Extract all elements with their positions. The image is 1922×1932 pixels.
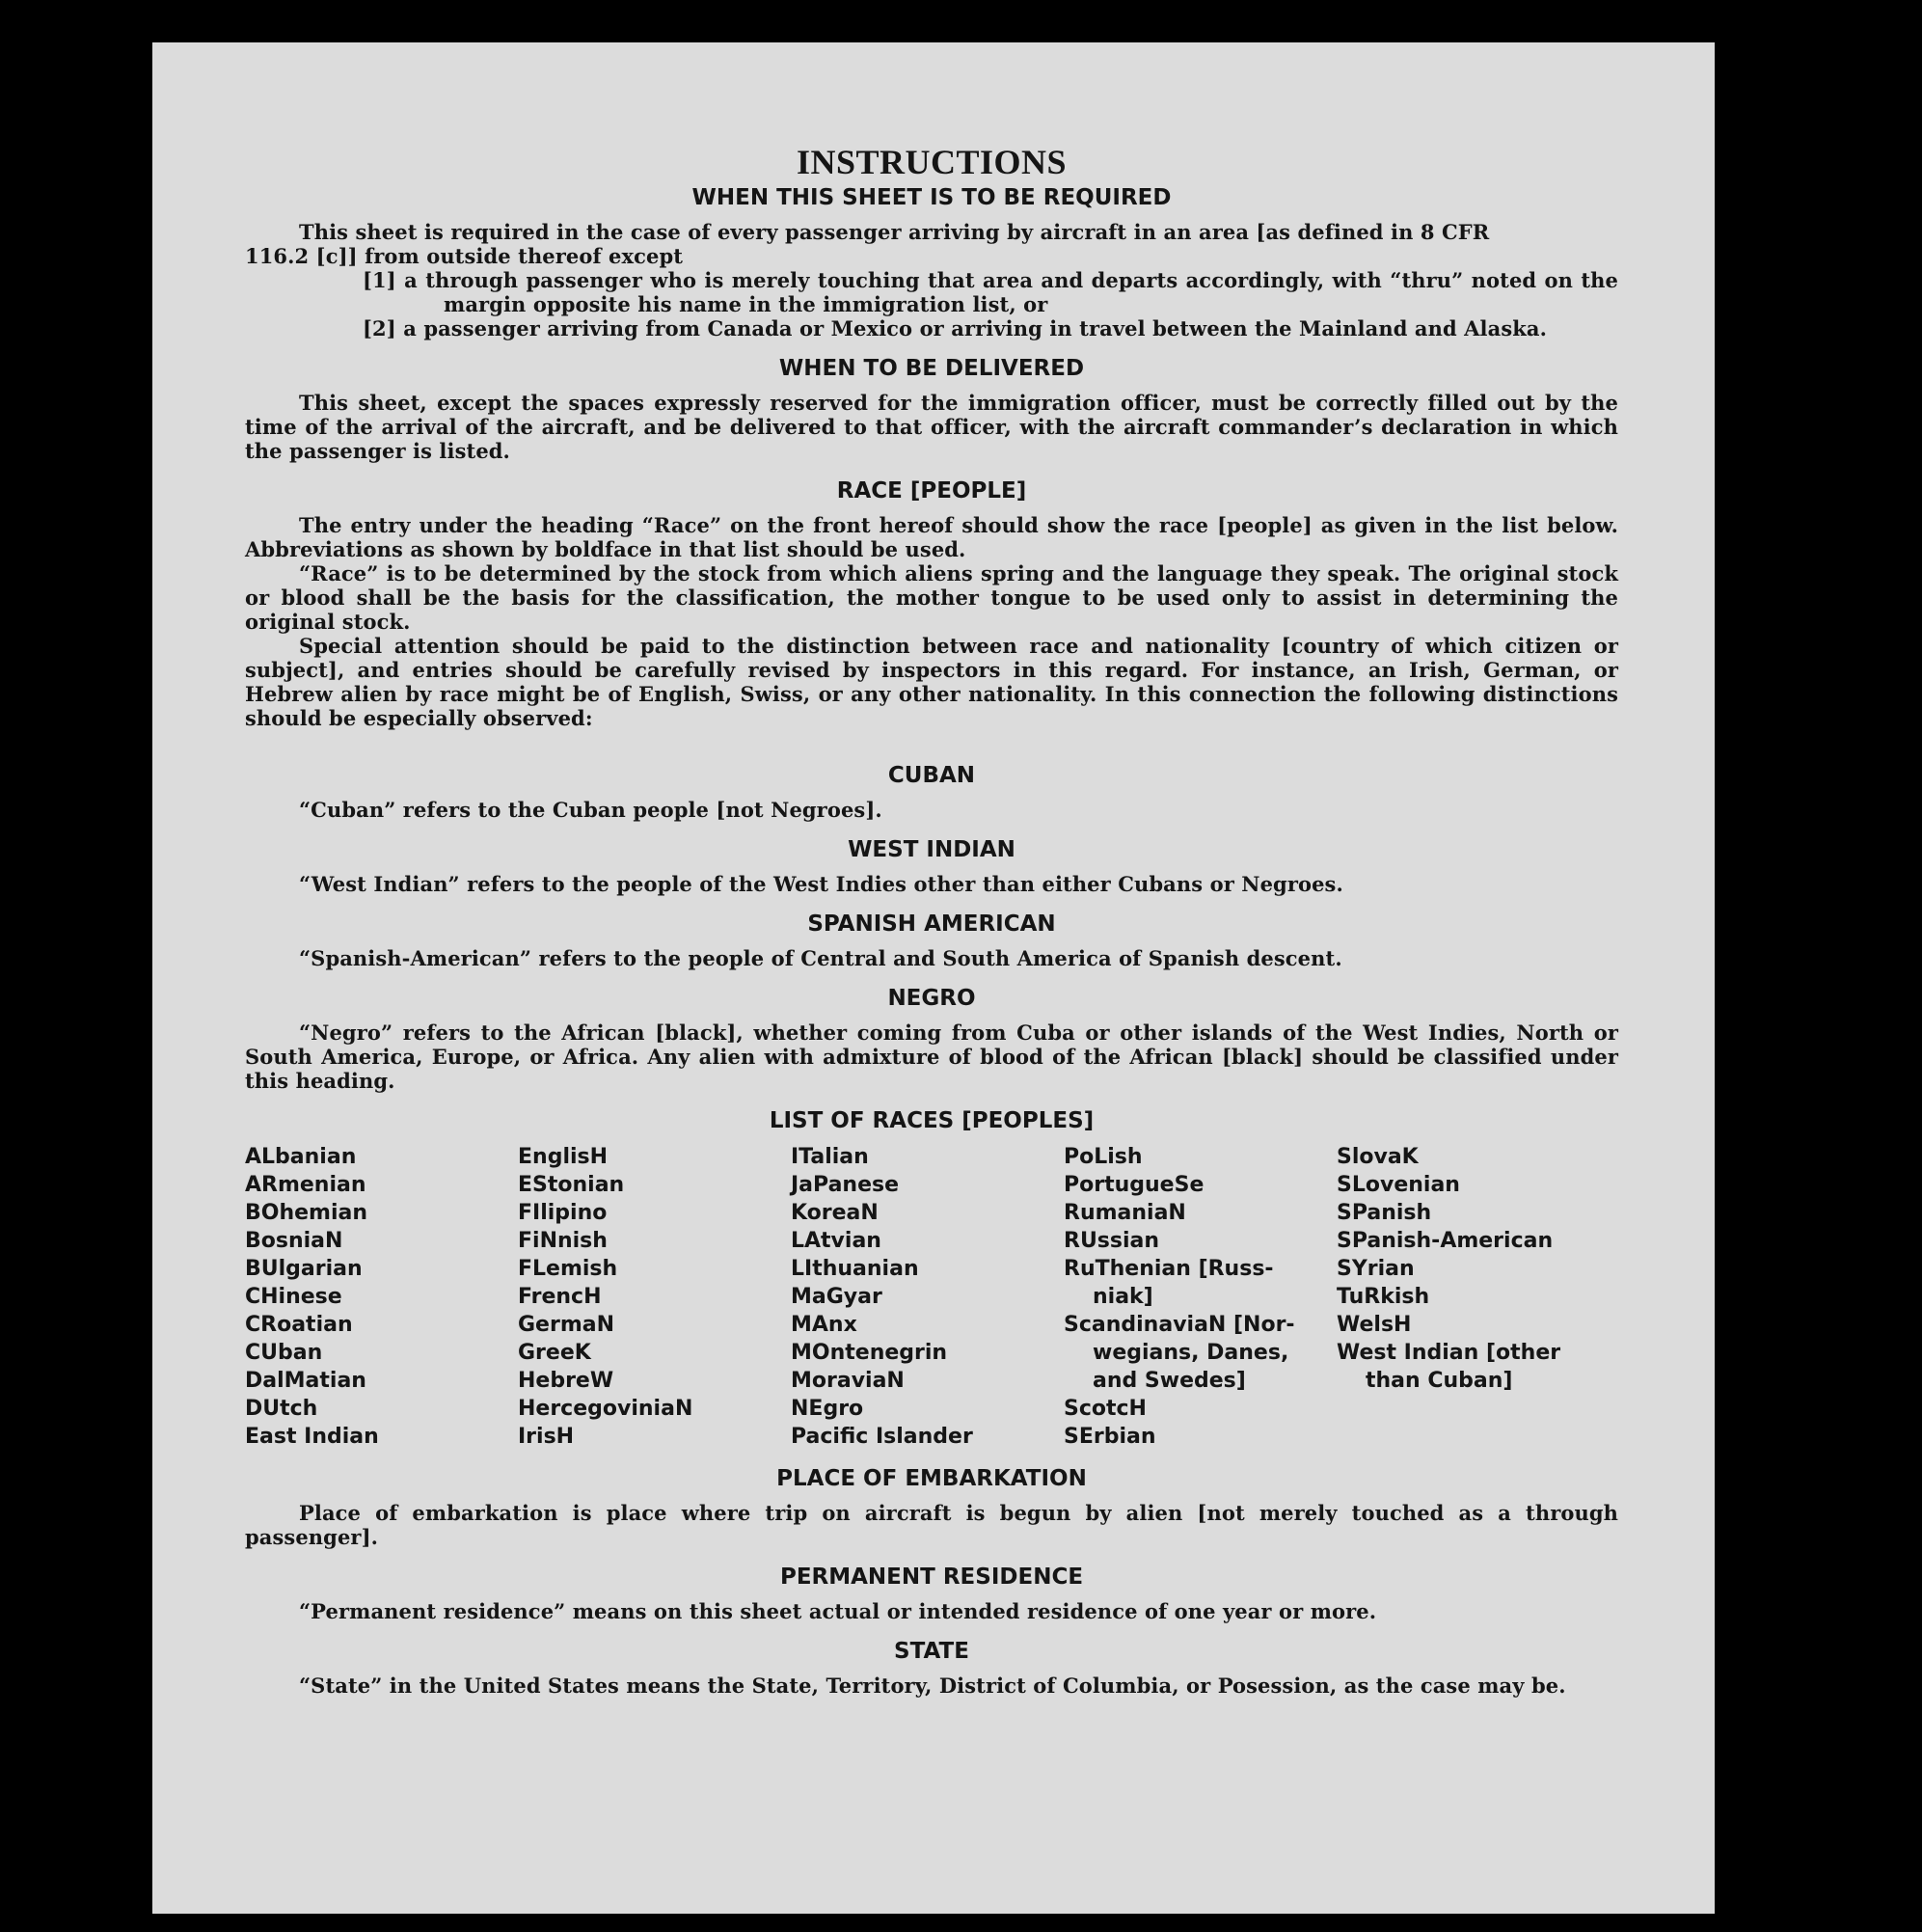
- delivered-text: This sheet, except the spaces expressly reserved for the immigration officer, must be correctly filled out by the time of the arrival of the aircraft, and be delivered to that officer, with the aircraft commander’s declaration in which the passenger is listed.: [245, 391, 1618, 463]
- race-entry: ScotcH: [1064, 1397, 1147, 1421]
- race-entry: LAtvian: [791, 1229, 881, 1253]
- race-entry: CUban: [245, 1341, 323, 1365]
- race-entry: GermaN: [518, 1313, 615, 1337]
- race-entry: HercegovinіaN: [518, 1397, 693, 1421]
- race-entry: DalMatian: [245, 1369, 366, 1393]
- race-column-4: [1064, 1143, 1337, 1451]
- heading-state: STATE: [894, 1639, 969, 1664]
- race-entry: ALbanian: [245, 1145, 357, 1169]
- race-entry-continued: than Cuban]: [1366, 1369, 1513, 1393]
- heading-negro: NEGRO: [887, 986, 976, 1011]
- race-entry: JaPanese: [791, 1173, 900, 1197]
- race-entry: TuRkish: [1337, 1285, 1430, 1309]
- race-entry: FrencH: [518, 1285, 602, 1309]
- race-entry: PoLish: [1064, 1145, 1143, 1169]
- embarkation-text: Place of embarkation is place where trip on aircraft is begun by alien [not merely touched as a through passenger].: [245, 1501, 1618, 1549]
- race-entry: EnglisH: [518, 1145, 609, 1169]
- race-entry: MaGyar: [791, 1285, 882, 1309]
- race-column-2: [518, 1143, 791, 1451]
- section-negro: [245, 1020, 1618, 1093]
- race-entry: GreeK: [518, 1341, 591, 1365]
- race-entry: ARmenian: [245, 1173, 366, 1197]
- heading-spanish-american: SPANISH AMERICAN: [807, 912, 1056, 937]
- race-entry: MAnx: [791, 1313, 857, 1337]
- section-residence: [245, 1599, 1618, 1623]
- page-title: INSTRUCTIONS: [796, 143, 1068, 181]
- race-entry: West Indian [other: [1337, 1341, 1561, 1365]
- race-entry-continued: and Swedes]: [1093, 1369, 1246, 1393]
- race-column-1: [245, 1143, 518, 1451]
- race-entry-continued: wegians, Danes,: [1093, 1341, 1289, 1365]
- race-entry: EStonian: [518, 1173, 625, 1197]
- section-cuban: [245, 798, 1618, 822]
- race-paragraph-1: The entry under the heading “Race” on the front hereof should show the race [people] as given in the list below. Abbreviations as shown by boldface in that list should be used.: [245, 513, 1618, 561]
- heading-embarkation: PLACE OF EMBARKATION: [776, 1466, 1087, 1491]
- race-entry: WelsH: [1337, 1313, 1412, 1337]
- section-west-indian: [245, 872, 1618, 896]
- state-text: “State” in the United States means the State, Territory, District of Columbia, or Posession, as the case may be.: [299, 1673, 1566, 1698]
- heading-race: RACE [PEOPLE]: [836, 478, 1027, 503]
- heading-required: WHEN THIS SHEET IS TO BE REQUIRED: [691, 185, 1172, 210]
- race-column-3: [791, 1143, 1064, 1451]
- required-item-2: [2] a passenger arriving from Canada or Mexico or arriving in travel between the Mainland and Alaska.: [363, 316, 1548, 340]
- required-item-1: [1] a through passenger who is merely touching that area and departs accordingly, with “thru” noted on the margin opposite his name in the immigration list, or: [363, 268, 1618, 316]
- race-entry: PortugueSe: [1064, 1173, 1205, 1197]
- heading-west-indian: WEST INDIAN: [848, 837, 1015, 862]
- heading-list-of-races: LIST OF RACES [PEOPLES]: [769, 1108, 1095, 1133]
- cuban-text: “Cuban” refers to the Cuban people [not Negroes].: [299, 798, 882, 822]
- instructions-body: [245, 141, 1618, 1711]
- race-entry: KoreaN: [791, 1201, 879, 1225]
- race-entry: MOntenegrin: [791, 1341, 948, 1365]
- race-entry: SPanish-American: [1337, 1229, 1554, 1253]
- residence-text: “Permanent residence” means on this sheet actual or intended residence of one year or more.: [299, 1599, 1377, 1623]
- race-entry: BUlgarian: [245, 1257, 363, 1281]
- race-entry: FiNnish: [518, 1229, 608, 1253]
- race-column-5: [1337, 1143, 1618, 1451]
- race-entry: RuThenian [Russ-: [1064, 1257, 1274, 1281]
- race-entry: SYrian: [1337, 1257, 1415, 1281]
- race-entry: RumaniaN: [1064, 1201, 1186, 1225]
- race-entry: SlovaK: [1337, 1145, 1419, 1169]
- section-race: [245, 513, 1618, 730]
- race-entry: IrisH: [518, 1425, 575, 1449]
- race-entry: Pacific Islander: [791, 1425, 973, 1449]
- race-entry: ITalian: [791, 1145, 869, 1169]
- heading-residence: PERMANENT RESIDENCE: [779, 1565, 1084, 1590]
- section-delivered: [245, 391, 1618, 463]
- race-entry: BOhemian: [245, 1201, 368, 1225]
- race-entry: East Indian: [245, 1425, 379, 1449]
- race-entry: BosniaN: [245, 1229, 343, 1253]
- section-embarkation: [245, 1501, 1618, 1549]
- section-required: [245, 220, 1618, 340]
- race-entry: LIthuanian: [791, 1257, 919, 1281]
- race-entry: FIlipino: [518, 1201, 608, 1225]
- section-spanish-american: [245, 946, 1618, 970]
- heading-delivered: WHEN TO BE DELIVERED: [778, 356, 1085, 381]
- document-sheet: [152, 42, 1715, 1914]
- race-entry-continued: niak]: [1093, 1285, 1153, 1309]
- race-paragraph-2: “Race” is to be determined by the stock from which aliens spring and the language they speak. The original stock or blood shall be the basis for the classification, the mother tongue to be used only to assist in determining the original stock.: [245, 561, 1618, 634]
- required-intro-line2: 116.2 [c]] from outside thereof except: [245, 244, 684, 268]
- negro-text: “Negro” refers to the African [black], whether coming from Cuba or other islands of the West Indies, North or South America, Europe, or Africa. Any alien with admixture of blood of the African [black] should be classified under this heading.: [245, 1020, 1618, 1093]
- race-entry: SLovenian: [1337, 1173, 1460, 1197]
- race-entry: MoraviaN: [791, 1369, 905, 1393]
- race-entry: CHinese: [245, 1285, 342, 1309]
- section-state: [245, 1673, 1618, 1698]
- race-entry: SPanish: [1337, 1201, 1432, 1225]
- race-entry: HebreW: [518, 1369, 614, 1393]
- west-indian-text: “West Indian” refers to the people of the West Indies other than either Cubans or Negroes.: [299, 872, 1343, 896]
- required-intro-line1: This sheet is required in the case of every passenger arriving by aircraft in an area [as defined in 8 CFR: [299, 220, 1490, 244]
- race-entry: ScandinaviaN [Nor-: [1064, 1313, 1295, 1337]
- race-entry: CRoatian: [245, 1313, 353, 1337]
- race-entry: RUssian: [1064, 1229, 1160, 1253]
- race-entry: SErbian: [1064, 1425, 1156, 1449]
- race-entry: DUtch: [245, 1397, 318, 1421]
- race-list: [245, 1143, 1618, 1451]
- race-entry: NEgro: [791, 1397, 864, 1421]
- spanish-american-text: “Spanish-American” refers to the people of Central and South America of Spanish descent.: [299, 946, 1342, 970]
- heading-cuban: CUBAN: [887, 763, 976, 788]
- race-entry: FLemish: [518, 1257, 618, 1281]
- race-paragraph-3: Special attention should be paid to the distinction between race and nationality [country of which citizen or subject], and entries should be carefully revised by inspectors in this regard. For instance, an Irish, German, or Hebrew alien by race might be of English, Swiss, or any other nationality. In this connection the following distinctions should be especially observed:: [245, 634, 1618, 730]
